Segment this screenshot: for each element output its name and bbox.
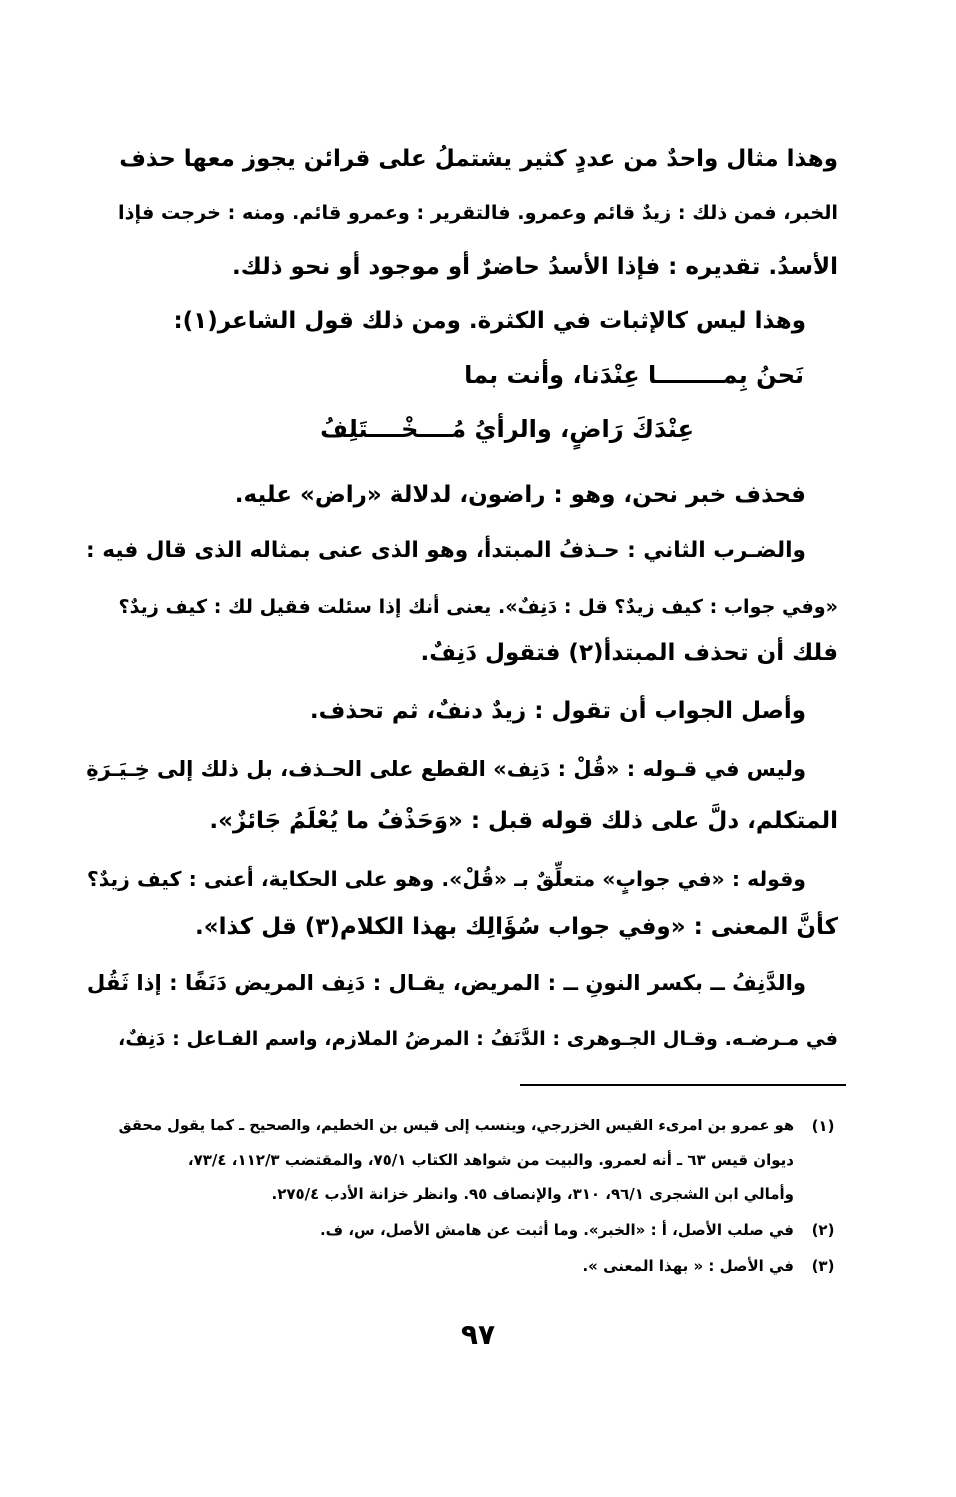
text-line: وقوله : «في جوابٍ» متعلِّقٌ بـ «قُلْ». وهو على الحكاية، أعنى : كيف زيدٌ؟ [86,867,806,891]
text-line: وليس في قـوله : «قُلْ : دَنِف» القطع على الحـذف، بل ذلك إلى خِـيَـرَةِ [86,756,806,781]
verse-line-1: نَحنُ بِمــــــــا عِنْدَنا، وأنت بما [464,361,804,389]
text-line: المتكلم، دلَّ على ذلك قوله قبل : «وَحَذْفُ ما يُعْلَمُ جَائزٌ». [209,808,838,834]
footnote-number: (١) [811,1117,835,1135]
text-line: الأسدُ. تقديره : فإذا الأسدُ حاضرٌ أو موجود أو نحو ذلك. [231,254,838,280]
text-line: فحذف خبر نحن، وهو : راضون، لدلالة «راض» عليه. [234,482,806,508]
footnote-number: (٣) [811,1257,835,1275]
text-line: وهذا مثال واحدٌ من عددٍ كثير يشتملُ على قرائن يجوز معها حذف [119,146,838,172]
text-line: كأنَّ المعنى : «وفي جواب سُؤَالِك بهذا الكلام(٣) قل كذا». [195,914,838,940]
footnote-number: (٢) [811,1221,835,1239]
text-line: والضـرب الثاني : حـذفُ المبتدأ، وهو الذى عنى بمثاله الذى قال فيه : [86,538,806,563]
footnote-text: ديوان قيس ٦٣ ـ أنه لعمرو. والبيت من شواهد الكتاب ٧٥/١، والمقتضب ١١٢/٣، ٧٣/٤، [187,1151,794,1169]
text-line: والدَّنِفُ ــ بكسر النونِ ــ : المريض، يقـال : دَنِف المريض دَنَفًا : إذا ثَقُل [86,970,806,995]
text-line: وأصل الجواب أن تقول : زيدٌ دنفٌ، ثم تحذف. [309,698,806,724]
text-line: في مـرضـه. وقـال الجـوهرى : الدَّنَفُ : المرضُ الملازم، واسم الفـاعل : دَنِفٌ، [118,1027,838,1050]
text-line: وهذا ليس كالإثبات في الكثرة. ومن ذلك قول الشاعر(١): [173,308,806,334]
footnote-text: في صلب الأصل، أ : «الخبر». وما أثبت عن هامش الأصل، س، ف. [319,1221,794,1239]
footnote-divider [520,1084,846,1086]
footnote-text: في الأصل : « بهذا المعنى ». [582,1257,794,1275]
footnote-text: وأمالي ابن الشجرى ٩٦/١، ٣١٠، والإنصاف ٩٥. وانظر خزانة الأدب ٢٧٥/٤. [271,1185,794,1203]
text-line: فلك أن تحذف المبتدأ(٢) فتقول دَنِفٌ. [420,640,838,666]
text-line: الخبر، فمن ذلك : زيدٌ قائم وعمرو. فالتقرير : وعمرو قائم. ومنه : خرجت فإذا [118,201,838,224]
text-line: «وفي جواب : كيف زيدٌ؟ قل : دَنِفٌ». يعنى أنك إذا سئلت فقيل لك : كيف زيدٌ؟ [118,595,838,618]
footnote-text: هو عمرو بن امرىء القيس الخزرجي، وينسب إلى قيس بن الخطيم، والصحيح ـ كما يقول محقق [118,1117,794,1134]
page-number: ٩٧ [460,1318,496,1351]
verse-line-2: عِنْدَكَ رَاضٍ، والرأيُ مُــــخْــــتَلِفُ [320,415,694,443]
